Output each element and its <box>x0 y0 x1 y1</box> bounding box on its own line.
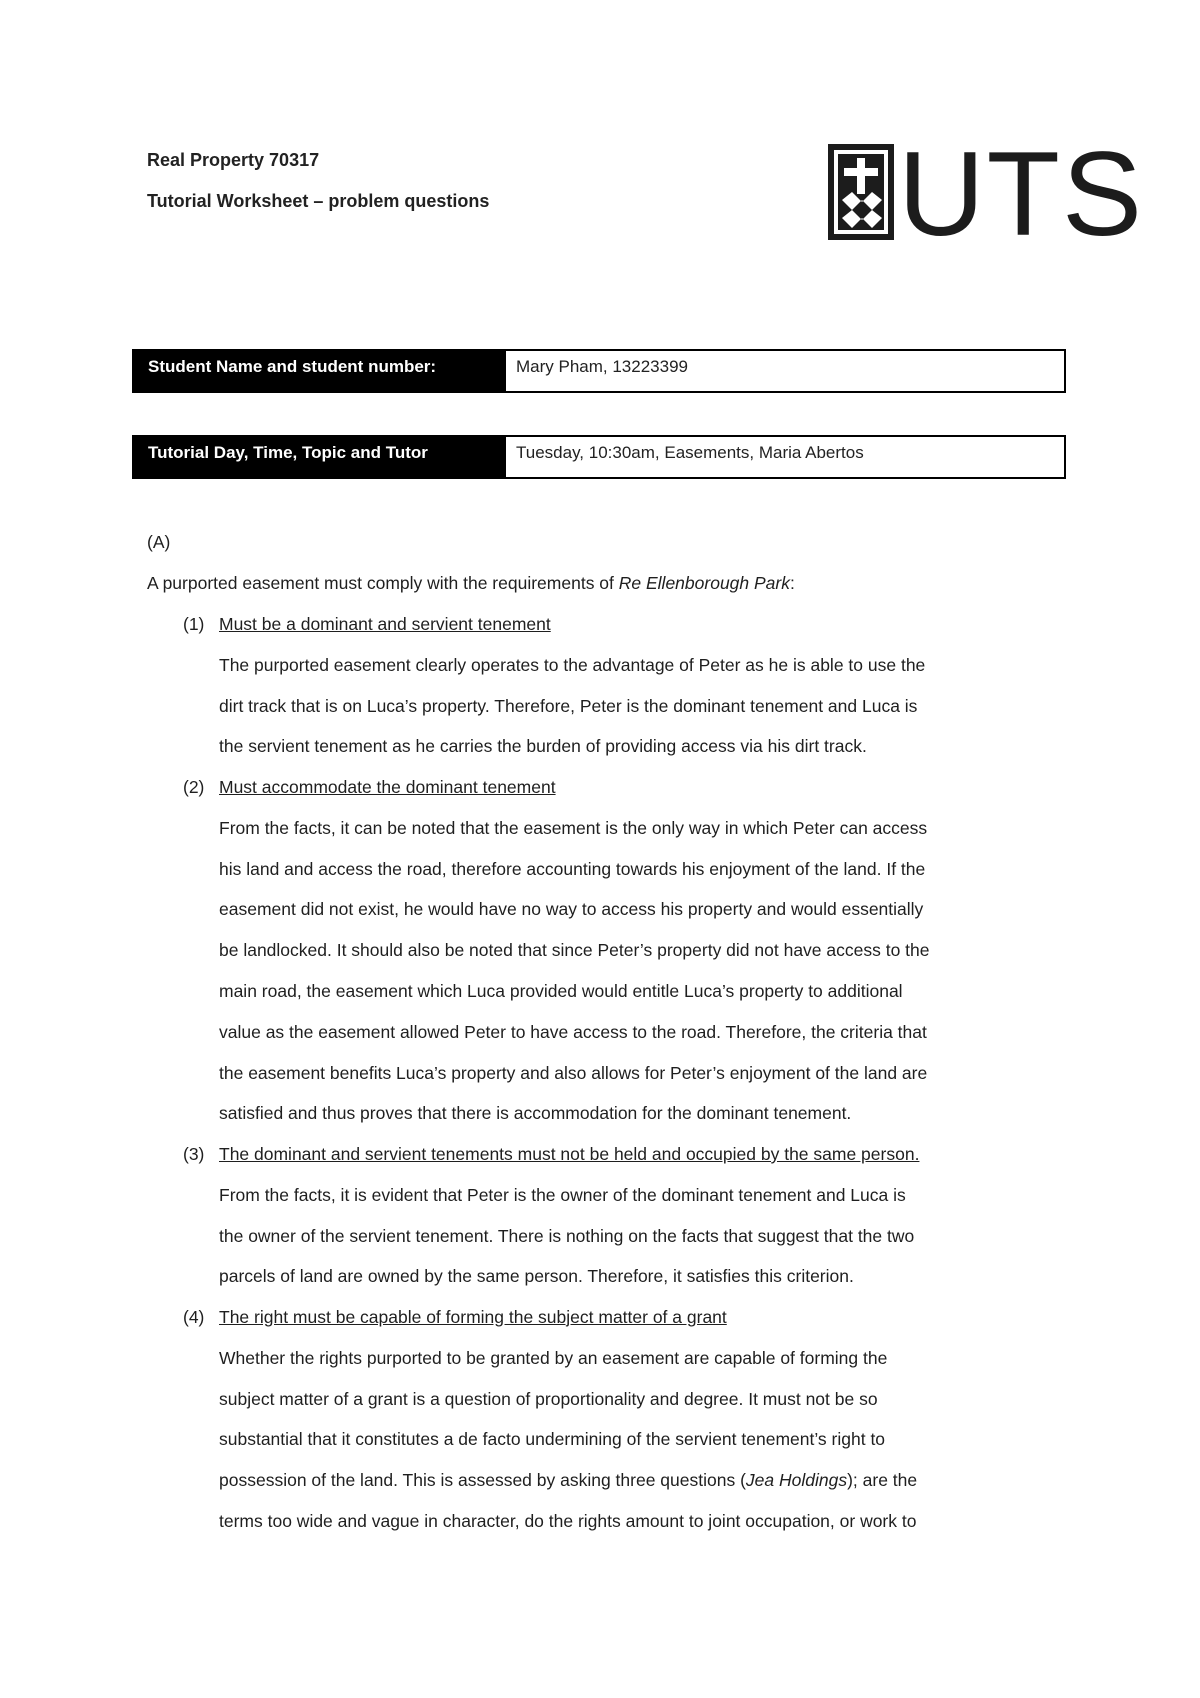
criterion-heading: The dominant and servient tenements must not be held and occupied by the same person. <box>219 1144 920 1164</box>
body-line: subject matter of a grant is a question of proportionality and degree. It must not be so <box>219 1388 878 1409</box>
body-line: be landlocked. It should also be noted that since Peter’s property did not have access to the <box>219 940 930 961</box>
line-text: possession of the land. This is assessed by asking three questions ( <box>219 1470 746 1491</box>
worksheet-title: Tutorial Worksheet – problem questions <box>147 191 490 211</box>
logo-text: UTS <box>898 127 1144 261</box>
body-line: main road, the easement which Luca provided would entitle Luca’s property to additional <box>219 980 903 1001</box>
uts-crest-icon <box>828 144 894 240</box>
body-line: From the facts, it is evident that Peter is the owner of the dominant tenement and Luca is <box>219 1184 906 1205</box>
criterion-body <box>219 1338 1059 1542</box>
criterion-body <box>219 808 1059 1134</box>
body-line: easement did not exist, he would have no way to access his property and would essentially <box>219 899 924 920</box>
student-label: Student Name and student number: <box>134 351 506 391</box>
tutorial-value: Tuesday, 10:30am, Easements, Maria Abertos <box>516 443 864 462</box>
criterion-number: (2) <box>183 777 205 797</box>
body-line: parcels of land are owned by the same person. Therefore, it satisfies this criterion. <box>219 1266 854 1287</box>
criterion-body <box>219 1175 1059 1297</box>
criterion-heading: Must be a dominant and servient tenement <box>219 614 551 634</box>
body-line: substantial that it constitutes a de facto undermining of the servient tenement’s right to <box>219 1429 886 1450</box>
body-line: dirt track that is on Luca’s property. Therefore, Peter is the dominant tenement and Luca is <box>219 695 918 716</box>
criterion-body <box>219 645 1059 767</box>
body-line: his land and access the road, therefore accounting towards his enjoyment of the land. If the <box>219 858 926 879</box>
criterion-heading: Must accommodate the dominant tenement <box>219 777 556 797</box>
body-line <box>219 1460 1059 1501</box>
criterion-heading: The right must be capable of forming the subject matter of a grant <box>219 1307 727 1327</box>
student-info-row <box>132 349 1066 393</box>
intro-text: A purported easement must comply with the requirements of <box>147 573 619 593</box>
section-label: (A) <box>147 532 171 552</box>
uts-logo <box>828 127 1144 261</box>
body-line: The purported easement clearly operates to the advantage of Peter as he is able to use the <box>219 654 926 675</box>
body-line: the easement benefits Luca’s property and also allows for Peter’s enjoyment of the land are <box>219 1062 928 1083</box>
body-line: value as the easement allowed Peter to have access to the road. Therefore, the criteria that <box>219 1021 927 1042</box>
case-name: Jea Holdings <box>745 1470 848 1491</box>
line-text: ); are the <box>847 1470 918 1491</box>
student-value: Mary Pham, 13223399 <box>516 357 688 376</box>
intro-colon: : <box>789 573 795 593</box>
case-name: Re Ellenborough Park <box>618 573 790 593</box>
body-line: terms too wide and vague in character, do the rights amount to joint occupation, or work to <box>219 1510 917 1531</box>
body-line: satisfied and thus proves that there is accommodation for the dominant tenement. <box>219 1103 852 1124</box>
criterion-number: (3) <box>183 1144 205 1164</box>
criterion-number: (1) <box>183 614 205 634</box>
criterion-number: (4) <box>183 1307 205 1327</box>
tutorial-label: Tutorial Day, Time, Topic and Tutor <box>134 437 506 477</box>
tutorial-info-row <box>132 435 1066 479</box>
body-line: Whether the rights purported to be granted by an easement are capable of forming the <box>219 1347 888 1368</box>
body-line: the servient tenement as he carries the burden of providing access via his dirt track. <box>219 736 867 757</box>
body-line: From the facts, it can be noted that the easement is the only way in which Peter can access <box>219 817 928 838</box>
intro-paragraph <box>147 563 795 604</box>
course-title: Real Property 70317 <box>147 150 320 170</box>
body-line: the owner of the servient tenement. There is nothing on the facts that suggest that the two <box>219 1225 915 1246</box>
